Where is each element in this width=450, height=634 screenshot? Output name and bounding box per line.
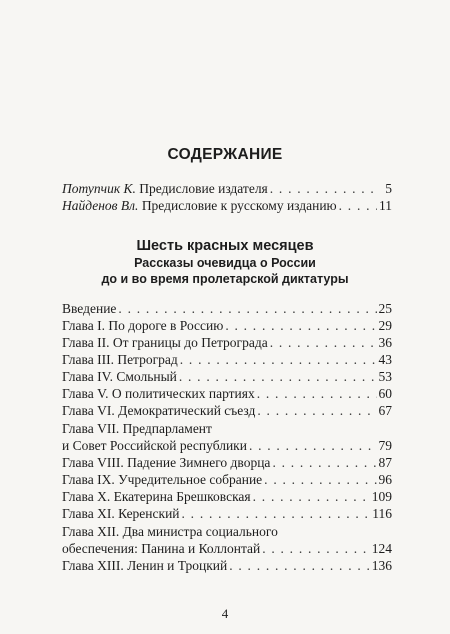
toc-entry-chapter-9[interactable]: Глава IX. Учредительное собрание . . . 96	[62, 472, 392, 488]
page-ref: 109	[371, 489, 392, 504]
leader-dots	[264, 472, 376, 488]
leader-dots	[229, 558, 370, 574]
page-ref: 60	[378, 386, 392, 401]
page-ref: 53	[378, 369, 392, 384]
page-ref: 43	[378, 352, 392, 367]
leader-dots	[270, 181, 380, 197]
toc-entry-chapter-4[interactable]: Глава IV. Смольный . . . 53	[62, 369, 392, 385]
toc-title: СОДЕРЖАНИЕ	[167, 146, 283, 163]
page-ref: 96	[378, 472, 392, 487]
leader-dots	[182, 506, 371, 522]
section-subtitle-line2: до и во время пролетарской диктатуры	[101, 272, 349, 286]
page-ref: 11	[379, 198, 392, 213]
section-subtitle-line1: Рассказы очевидца о России	[134, 256, 316, 270]
preface-author: Потупчик К.	[62, 181, 136, 196]
page-number: 4	[221, 606, 229, 621]
preface-title: Предисловие издателя	[139, 181, 268, 196]
page-ref: 5	[385, 181, 392, 196]
section-title: Шесть красных месяцев	[136, 238, 314, 254]
toc-entry-chapter-8[interactable]: Глава VIII. Падение Зимнего дворца . . . 87	[62, 455, 392, 471]
leader-dots	[270, 335, 377, 351]
leader-dots	[257, 403, 376, 419]
page-ref: 29	[378, 318, 392, 333]
toc-entry-preface-publisher[interactable]	[62, 181, 392, 197]
page-ref: 87	[378, 455, 392, 470]
toc-entry-chapter-3[interactable]: Глава III. Петроград . . . 43	[62, 352, 392, 368]
toc-entry-chapter-1[interactable]: Глава I. По дороге в Россию . . . 29	[62, 318, 392, 334]
leader-dots	[253, 489, 370, 505]
toc-entry-chapter-5[interactable]: Глава V. О политических партиях . . . 60	[62, 386, 392, 402]
leader-dots	[118, 301, 376, 317]
leader-dots	[257, 386, 377, 402]
leader-dots	[339, 198, 377, 214]
toc-entry-chapter-7-line1[interactable]: Глава VII. Предпарламент	[62, 421, 212, 436]
page-ref: 67	[378, 403, 392, 418]
leader-dots	[225, 318, 376, 334]
toc-entry-chapter-10[interactable]: Глава X. Екатерина Брешковская . . . 109	[62, 489, 392, 505]
page-ref: 36	[378, 335, 392, 350]
leader-dots	[249, 438, 377, 454]
page-ref: 116	[372, 506, 392, 521]
leader-dots	[262, 541, 370, 557]
leader-dots	[272, 455, 376, 471]
toc-entry-chapter-13[interactable]: Глава XIII. Ленин и Троцкий . . . 136	[62, 558, 392, 574]
preface-title: Предисловие к русскому изданию	[141, 198, 337, 213]
toc-entry-chapter-6[interactable]: Глава VI. Демократический съезд . . . 67	[62, 403, 392, 419]
page-ref: 136	[371, 558, 392, 573]
toc-entry-chapter-11[interactable]: Глава XI. Керенский . . . 116	[62, 506, 392, 522]
preface-author: Найденов Вл.	[62, 198, 139, 213]
page-ref: 124	[371, 541, 392, 556]
toc-entry-chapter-7[interactable]: и Совет Российской республики . . . 79	[62, 438, 392, 454]
page-ref: 79	[378, 438, 392, 453]
toc-entry-chapter-12[interactable]: обеспечения: Панина и Коллонтай . . . 124	[62, 541, 392, 557]
toc-entry-chapter-2[interactable]: Глава II. От границы до Петрограда . . . 36	[62, 335, 392, 351]
toc-entry-introduction[interactable]: Введение . . . 25	[62, 301, 392, 317]
leader-dots	[180, 352, 377, 368]
toc-entry-chapter-12-line1[interactable]: Глава XII. Два министра социального	[62, 524, 278, 539]
toc-entry-preface-russian[interactable]	[62, 198, 392, 214]
leader-dots	[179, 369, 377, 385]
page-ref: 25	[378, 301, 392, 316]
